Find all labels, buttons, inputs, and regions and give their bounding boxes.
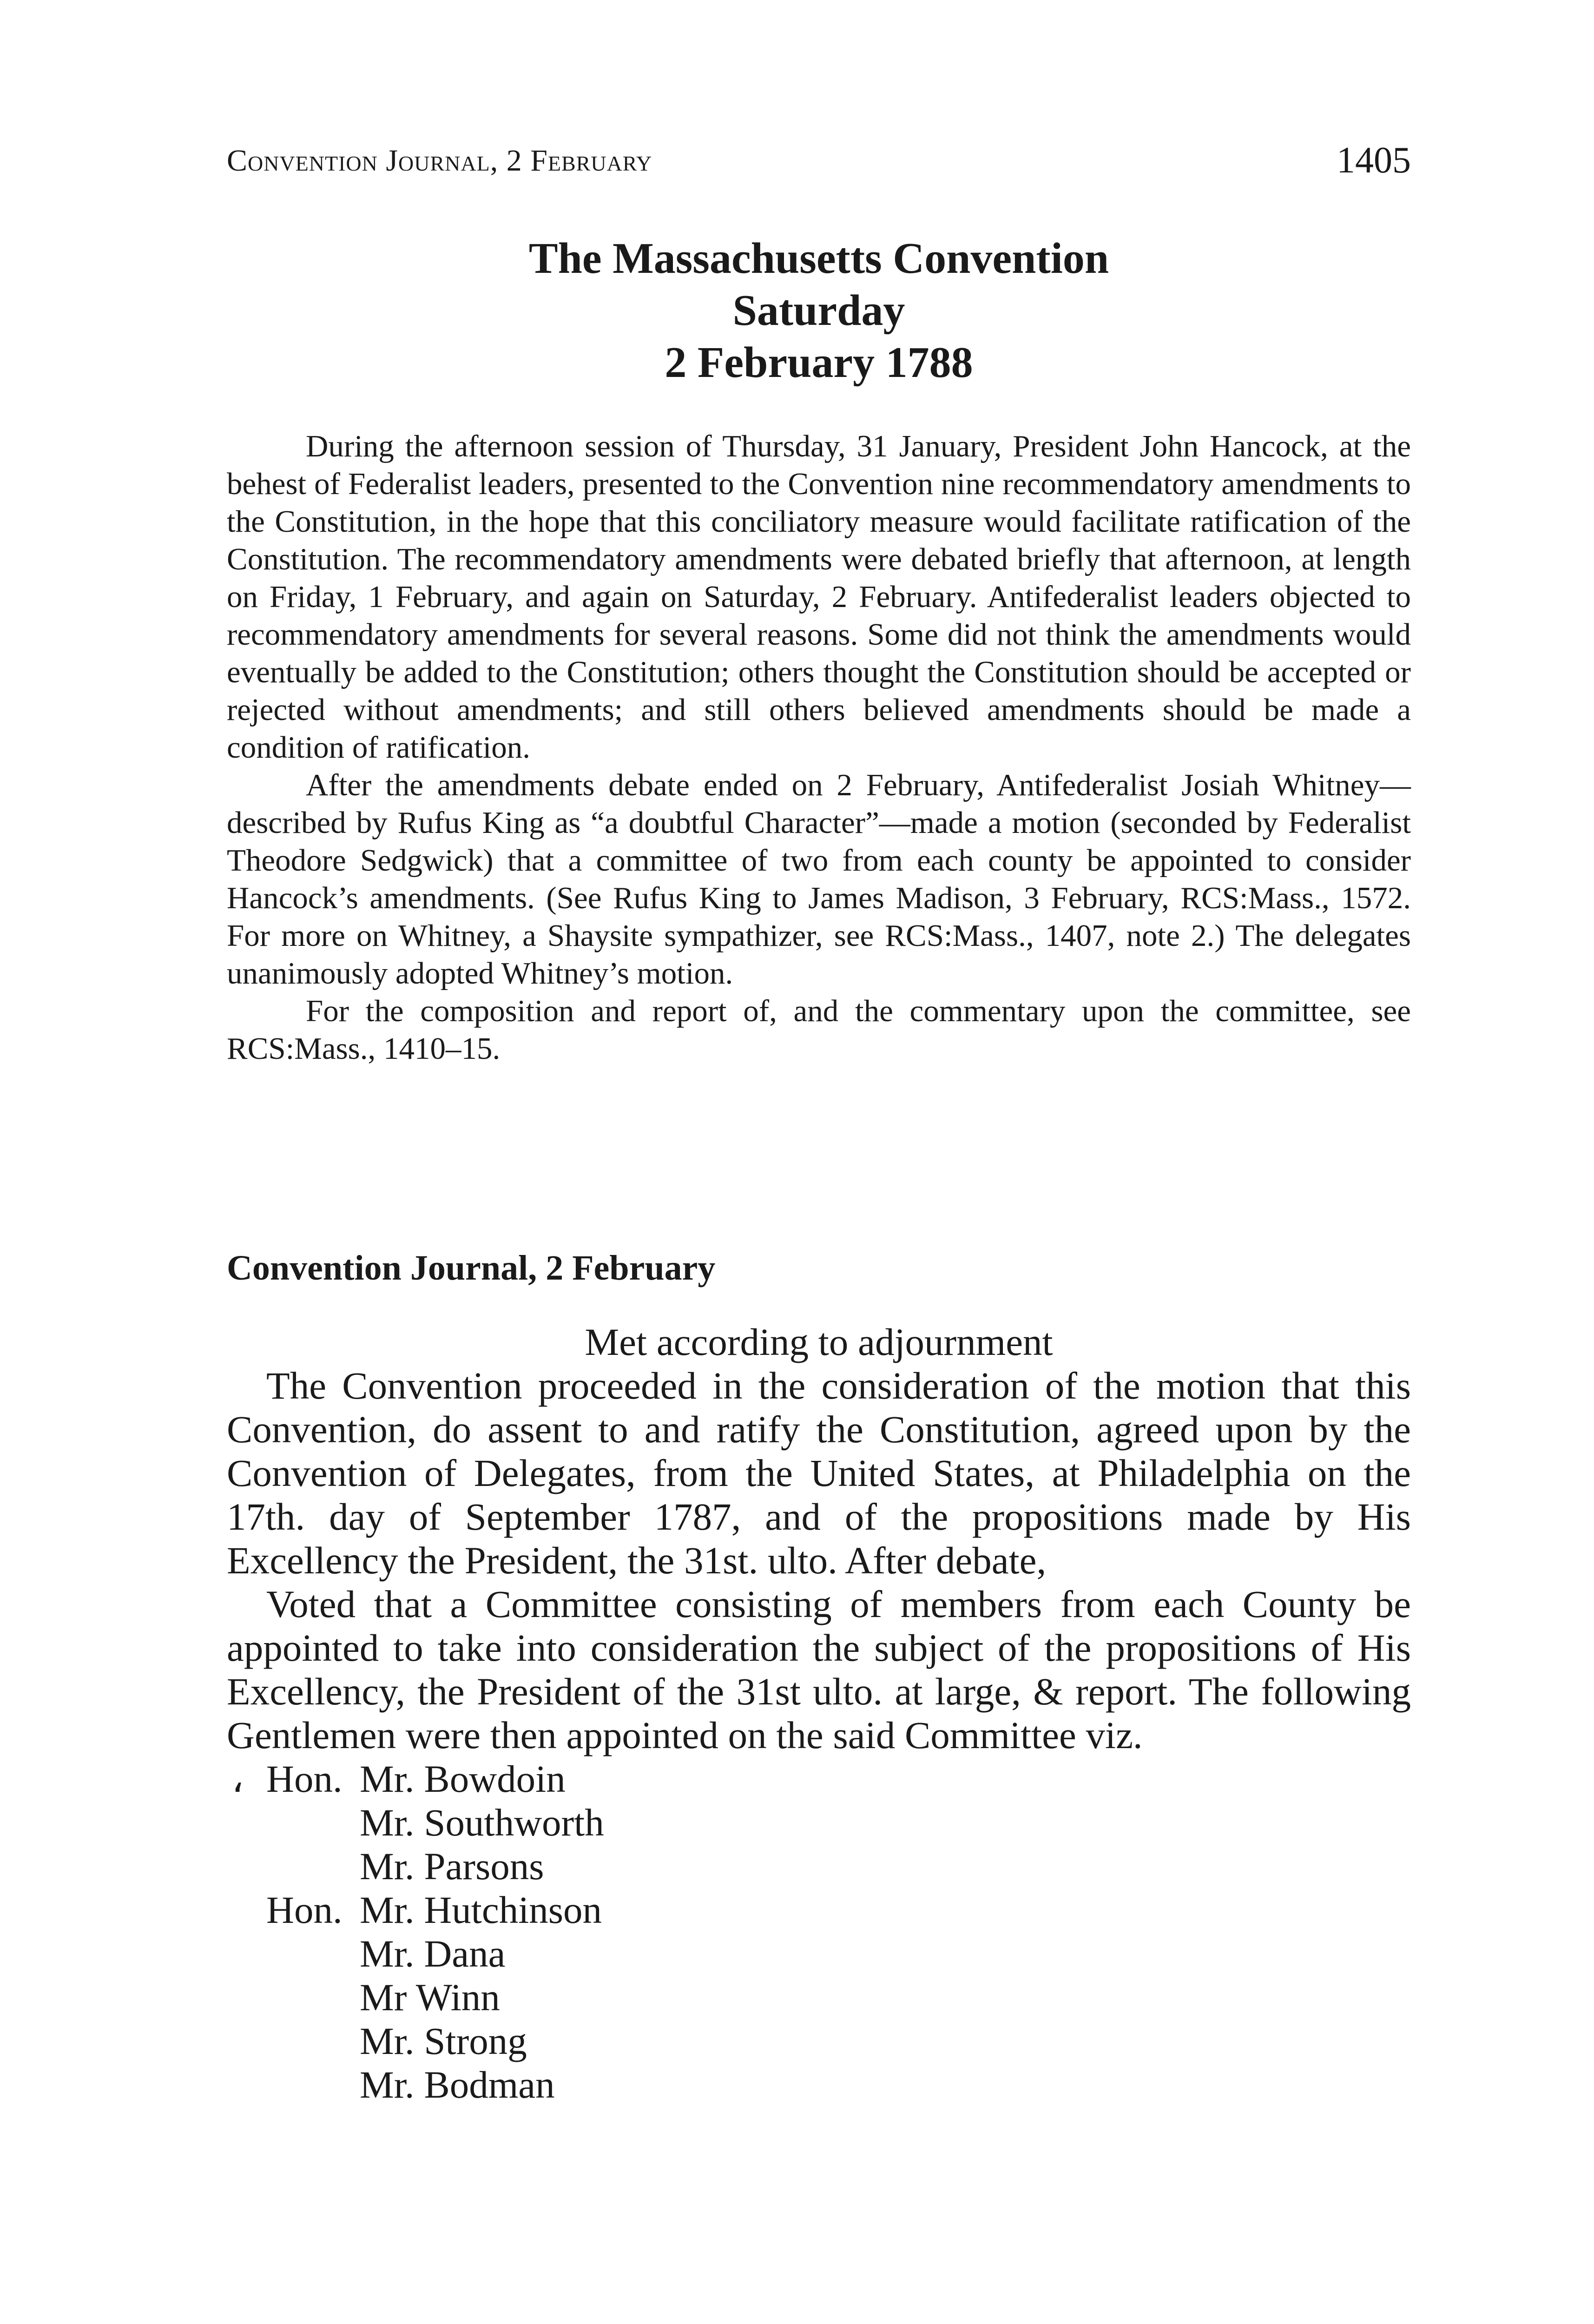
headnote-title-line-1: The Massachusetts Convention	[528, 234, 1109, 283]
member-honorific: Hon.	[266, 1757, 343, 1800]
committee-member-row	[227, 1975, 970, 2019]
member-name: Mr. Strong	[360, 2020, 527, 2062]
page-number: 1405	[1337, 140, 1411, 181]
committee-member-row	[227, 1932, 970, 1975]
headnote-title	[227, 232, 1411, 389]
committee-member-row	[227, 1801, 970, 1844]
journal-paragraph-1: The Convention proceeded in the consideration of the motion that this Convention, do assent to and ratify the Constitution, agreed upon by the Convention of Delegates, from the United States, at Philadelphia on the 17th. day of September 1787, and of the propositions made by His Excellency the President, the 31st. ulto. After debate,	[227, 1364, 1411, 1582]
member-honorific: Hon.	[266, 1888, 343, 1931]
journal-paragraph-2: Voted that a Committee consisting of members from each County be appointed to take into consideration the subject of the propositions of His Excellency, the President of the 31st ulto. at large, & report. The following Gentlemen were then appointed on the said Committee viz.	[227, 1583, 1411, 1756]
running-head-title: Convention Journal, 2 February	[227, 144, 652, 178]
journal-body	[227, 1320, 1411, 1757]
running-head	[227, 139, 1411, 191]
member-name: Mr. Bodman	[360, 2063, 555, 2106]
committee-member-row	[227, 1844, 970, 1888]
member-name: Mr. Southworth	[360, 1801, 604, 1844]
headnote-paragraph-3: For the composition and report of, and the commentary upon the committee, see RCS:Mass., 1410–15.	[227, 994, 1411, 1066]
headnote-paragraph-1: During the afternoon session of Thursday, 31 January, President John Hancock, at the behest of Federalist leaders, presented to the Convention nine recommendatory amendments to the Constitution, in the hope that this conciliatory measure would facilitate ratification of the Constitution. The recommendatory amendments were debated briefly that afternoon, at length on Friday, 1 February, and again on Saturday, 2 February. Antifederalist leaders objected to recommendatory amendments for several reasons. Some did not think the amendments would eventually be added to the Constitution; others thought the Constitution should be accepted or rejected without amendments; and still others believed amendments should be made a condition of ratification.	[227, 429, 1411, 765]
member-name: Mr. Bowdoin	[360, 1757, 566, 1800]
committee-member-row	[227, 2063, 970, 2106]
member-name: Mr. Dana	[360, 1932, 506, 1975]
headnote-paragraph-2: After the amendments debate ended on 2 February, Antifederalist Josiah Whitney—described by Rufus King as “a doubtful Character”—made a motion (seconded by Federalist Theodore Sedgwick) that a committee of two from each county be appointed to consider Hancock’s amendments. (See Rufus King to James Madison, 3 February, RCS:Mass., 1572. For more on Whitney, a Shaysite sympathizer, see RCS:Mass., 1407, note 2.) The delegates unanimously adopted Whitney’s motion.	[227, 768, 1411, 990]
journal-met-line: Met according to adjournment	[585, 1320, 1053, 1363]
committee-member-row	[227, 2019, 970, 2063]
member-name: Mr Winn	[360, 1976, 500, 2019]
committee-member-row	[227, 1888, 970, 1932]
committee-member-row	[227, 1757, 970, 1801]
headnote-body	[227, 428, 1411, 1068]
journal-section-heading: Convention Journal, 2 February	[227, 1248, 716, 1287]
member-mark: ،	[231, 1757, 244, 1800]
headnote-title-line-3: 2 February 1788	[665, 338, 973, 387]
committee-member-list	[227, 1757, 970, 2106]
member-name: Mr. Parsons	[360, 1845, 544, 1888]
member-name: Mr. Hutchinson	[360, 1888, 602, 1931]
headnote-title-line-2: Saturday	[732, 286, 905, 335]
